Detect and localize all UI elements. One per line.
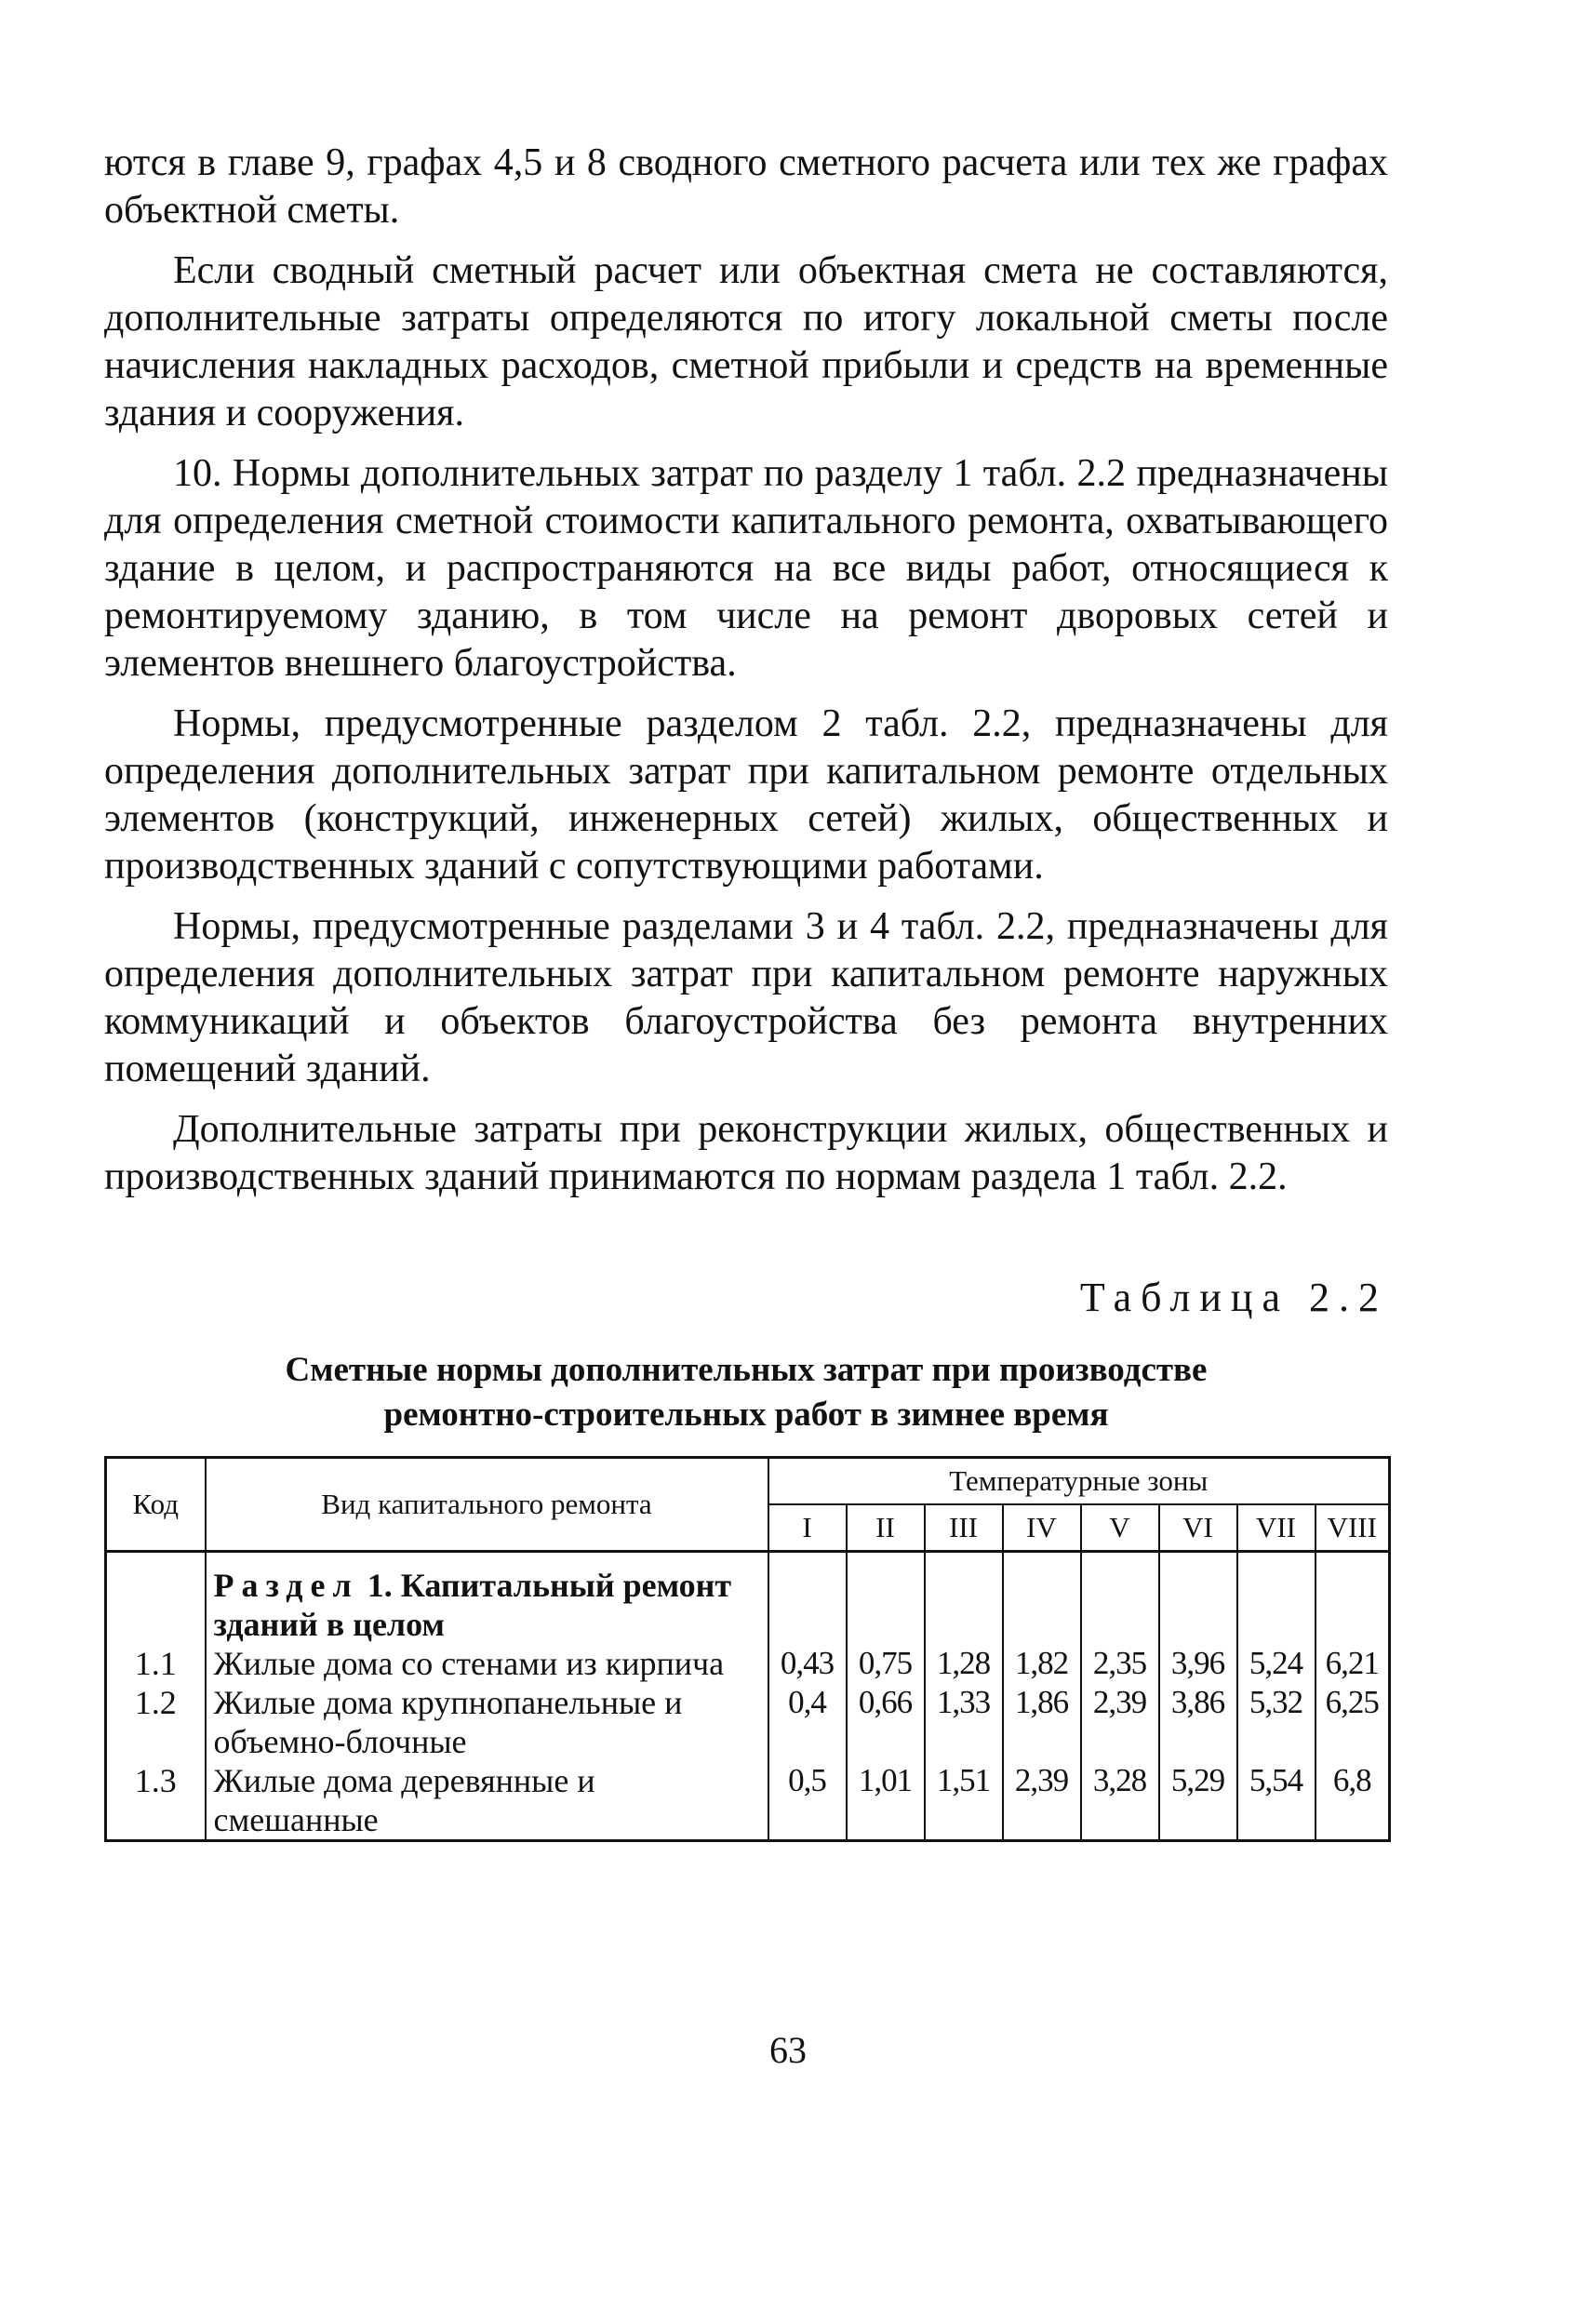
empty-cell bbox=[768, 1552, 847, 1645]
zone-value: 0,75 bbox=[847, 1644, 925, 1683]
header-zone: II bbox=[847, 1504, 925, 1552]
page-number: 63 bbox=[769, 2029, 807, 2071]
zone-value: 1,01 bbox=[847, 1761, 925, 1841]
table-title-line-1: Сметные нормы дополнительных затрат при производстве bbox=[285, 1351, 1208, 1389]
paragraph-item-10: 10. Нормы дополнительных затрат по разделу 1 табл. 2.2 предназначены для определения сметной стоимости капитального ремонта, охватывающего здание в целом, и распространяются на все виды работ, относящиеся к ремонтируемому зданию, в том числе на ремонт дворовых сетей и элементов внешнего благоустройства. bbox=[104, 452, 1388, 685]
header-zone: III bbox=[925, 1504, 1003, 1552]
zone-value: 6,25 bbox=[1316, 1683, 1390, 1761]
paragraph-summary-estimate: Если сводный сметный расчет или объектная смета не составляются, дополнительные затраты определяются по итогу локальной сметы после начисления накладных расходов, сметной прибыли и средств на временные здания и сооружения. bbox=[104, 249, 1388, 434]
empty-cell bbox=[1237, 1552, 1316, 1645]
table-label: Таблица 2.2 bbox=[1079, 1275, 1388, 1320]
row-code: 1.2 bbox=[106, 1683, 206, 1761]
zone-value: 1,86 bbox=[1003, 1683, 1081, 1761]
zone-value: 1,28 bbox=[925, 1644, 1003, 1683]
section-title-cell bbox=[206, 1552, 768, 1645]
header-zone: I bbox=[768, 1504, 847, 1552]
zone-value: 0,66 bbox=[847, 1683, 925, 1761]
header-repair-type: Вид капитального ремонта bbox=[206, 1458, 768, 1552]
zone-value: 3,86 bbox=[1159, 1683, 1237, 1761]
zone-value: 0,43 bbox=[768, 1644, 847, 1683]
section-prefix: Раздел bbox=[213, 1567, 359, 1604]
header-row-top bbox=[106, 1458, 1390, 1505]
zone-value: 5,24 bbox=[1237, 1644, 1316, 1683]
row-name: Жилые дома со стенами из кирпича bbox=[206, 1644, 768, 1683]
zone-value: 2,35 bbox=[1081, 1644, 1159, 1683]
empty-cell bbox=[1003, 1552, 1081, 1645]
zone-value: 6,8 bbox=[1316, 1761, 1390, 1841]
section-row bbox=[106, 1552, 1390, 1645]
zone-value: 1,82 bbox=[1003, 1644, 1081, 1683]
header-zone: VIII bbox=[1316, 1504, 1390, 1552]
row-name: Жилые дома крупнопанельные и объемно-блочные bbox=[206, 1683, 768, 1761]
header-zone: VI bbox=[1159, 1504, 1237, 1552]
empty-cell bbox=[1316, 1552, 1390, 1645]
zone-value: 6,21 bbox=[1316, 1644, 1390, 1683]
empty-cell bbox=[925, 1552, 1003, 1645]
paragraph-continuation: ются в главе 9, графах 4,5 и 8 сводного сметного расчета или тех же графах объектной сметы. bbox=[104, 141, 1388, 232]
table-title-line-2: ремонтно-строительных работ в зимнее время bbox=[383, 1396, 1109, 1434]
header-code: Код bbox=[106, 1458, 206, 1552]
table-title bbox=[104, 1348, 1388, 1437]
section-code-cell bbox=[106, 1552, 206, 1645]
zone-value: 1,33 bbox=[925, 1683, 1003, 1761]
paragraph-section-2: Нормы, предусмотренные разделом 2 табл. 2.2, предназначены для определения дополнительных затрат при капитальном ремонте отдельных элементов (конструкций, инженерных сетей) жилых, общественных и производственных зданий с сопутствующими работами. bbox=[104, 702, 1388, 888]
section-number: 1. bbox=[367, 1567, 393, 1604]
page-body bbox=[104, 140, 1388, 1842]
zone-value: 2,39 bbox=[1081, 1683, 1159, 1761]
header-zone: VII bbox=[1237, 1504, 1316, 1552]
row-code: 1.3 bbox=[106, 1761, 206, 1841]
zone-value: 5,32 bbox=[1237, 1683, 1316, 1761]
empty-cell bbox=[1081, 1552, 1159, 1645]
empty-cell bbox=[847, 1552, 925, 1645]
row-code: 1.1 bbox=[106, 1644, 206, 1683]
paragraph-sections-3-4: Нормы, предусмотренные разделами 3 и 4 табл. 2.2, предназначены для определения дополнительных затрат при капитальном ремонте наружных коммуникаций и объектов благоустройства без ремонта внутренних помещений зданий. bbox=[104, 905, 1388, 1090]
paragraph-reconstruction: Дополнительные затраты при реконструкции жилых, общественных и производственных зданий принимаются по нормам раздела 1 табл. 2.2. bbox=[104, 1108, 1388, 1198]
header-zone: V bbox=[1081, 1504, 1159, 1552]
table-row bbox=[106, 1644, 1390, 1683]
norms-table bbox=[104, 1456, 1391, 1842]
header-zone: IV bbox=[1003, 1504, 1081, 1552]
header-temperature-zones: Температурные зоны bbox=[768, 1458, 1390, 1505]
table-row bbox=[106, 1683, 1390, 1761]
zone-value: 0,4 bbox=[768, 1683, 847, 1761]
zone-value: 5,54 bbox=[1237, 1761, 1316, 1841]
table-row bbox=[106, 1761, 1390, 1841]
zone-value: 3,28 bbox=[1081, 1761, 1159, 1841]
zone-value: 2,39 bbox=[1003, 1761, 1081, 1841]
zone-value: 5,29 bbox=[1159, 1761, 1237, 1841]
zone-value: 0,5 bbox=[768, 1761, 847, 1841]
zone-value: 3,96 bbox=[1159, 1644, 1237, 1683]
row-name: Жилые дома деревянные и смешанные bbox=[206, 1761, 768, 1841]
empty-cell bbox=[1159, 1552, 1237, 1645]
zone-value: 1,51 bbox=[925, 1761, 1003, 1841]
section-title: Капитальный ремонт зданий в целом bbox=[213, 1567, 732, 1643]
